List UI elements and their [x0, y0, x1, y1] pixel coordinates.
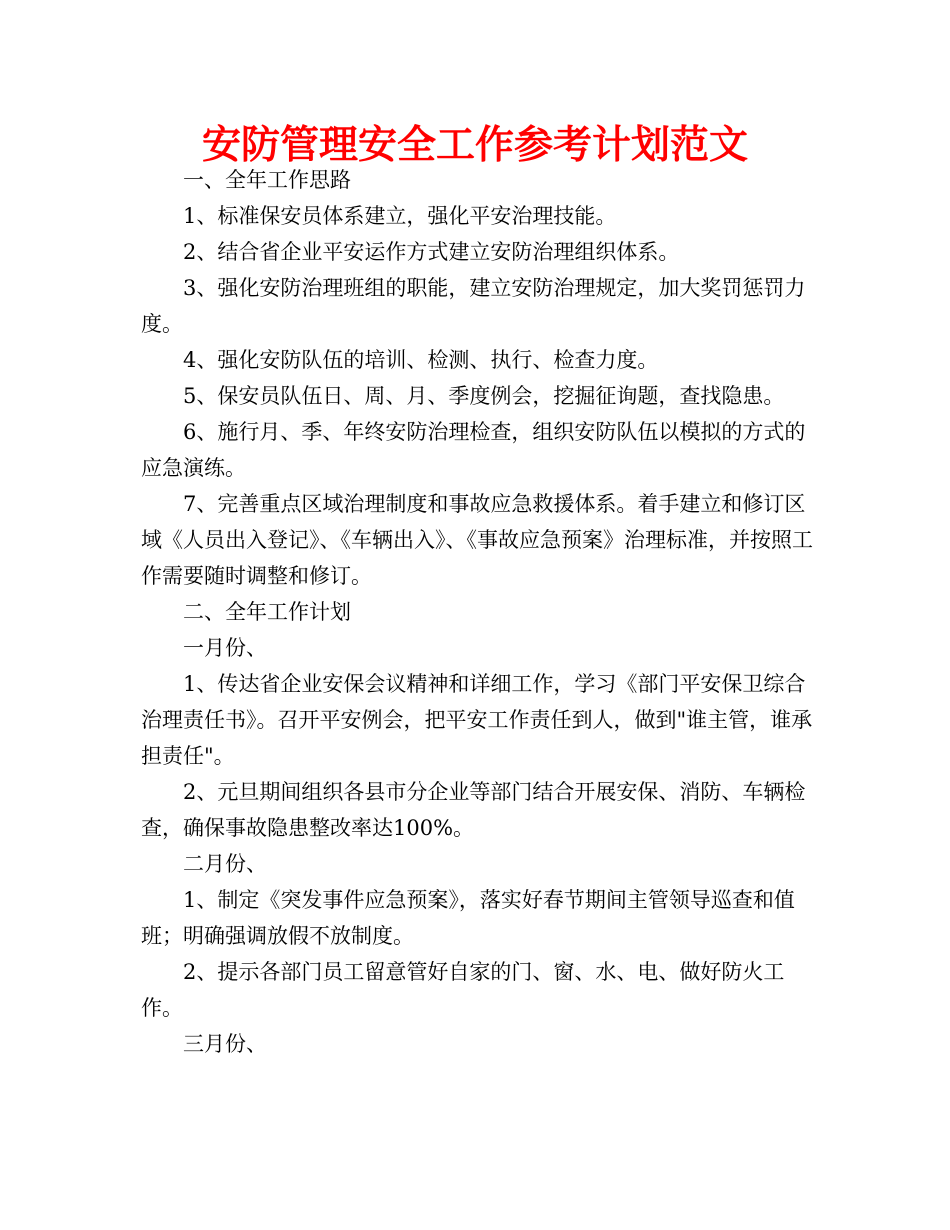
- paragraph: 1、传达省企业安保会议精神和详细工作，学习《部门平安保卫综合治理责任书》。召开平安例会，把平安工作责任到人，做到"谁主管，谁承担责任"。: [141, 672, 813, 768]
- paragraph: 2、提示各部门员工留意管好自家的门、窗、水、电、做好防火工作。: [141, 960, 785, 1020]
- paragraph: 1、标准保安员体系建立，强化平安治理技能。: [183, 204, 617, 228]
- paragraph: 2、结合省企业平安运作方式建立安防治理组织体系。: [183, 240, 680, 264]
- paragraph: 3、强化安防治理班组的职能，建立安防治理规定，加大奖罚惩罚力度。: [141, 276, 806, 336]
- paragraph: 2、元旦期间组织各县市分企业等部门结合开展安保、消防、车辆检查，确保事故隐患整改率达100%。: [141, 780, 806, 840]
- month-heading: 二月份、: [183, 852, 267, 876]
- paragraph: 6、施行月、季、年终安防治理检查，组织安防队伍以模拟的方式的应急演练。: [141, 420, 806, 480]
- month-heading: 一月份、: [183, 636, 267, 660]
- document-body: [141, 162, 816, 1062]
- paragraph: 5、保安员队伍日、周、月、季度例会，挖掘征询题，查找隐患。: [183, 384, 785, 408]
- paragraph: 一、全年工作思路: [183, 168, 351, 192]
- document-title: 安防管理安全工作参考计划范文: [201, 123, 748, 168]
- paragraph: 1、制定《突发事件应急预案》，落实好春节期间主管领导巡查和值班；明确强调放假不放制度。: [141, 888, 795, 948]
- paragraph: 7、完善重点区域治理制度和事故应急救援体系。着手建立和修订区域《人员出入登记》、《车辆出入》、《事故应急预案》治理标准，并按照工作需要随时调整和修订。: [141, 492, 813, 588]
- paragraph: 4、强化安防队伍的培训、检测、执行、检查力度。: [183, 348, 659, 372]
- section-heading: 二、全年工作计划: [183, 600, 351, 624]
- month-heading: 三月份、: [183, 1032, 267, 1056]
